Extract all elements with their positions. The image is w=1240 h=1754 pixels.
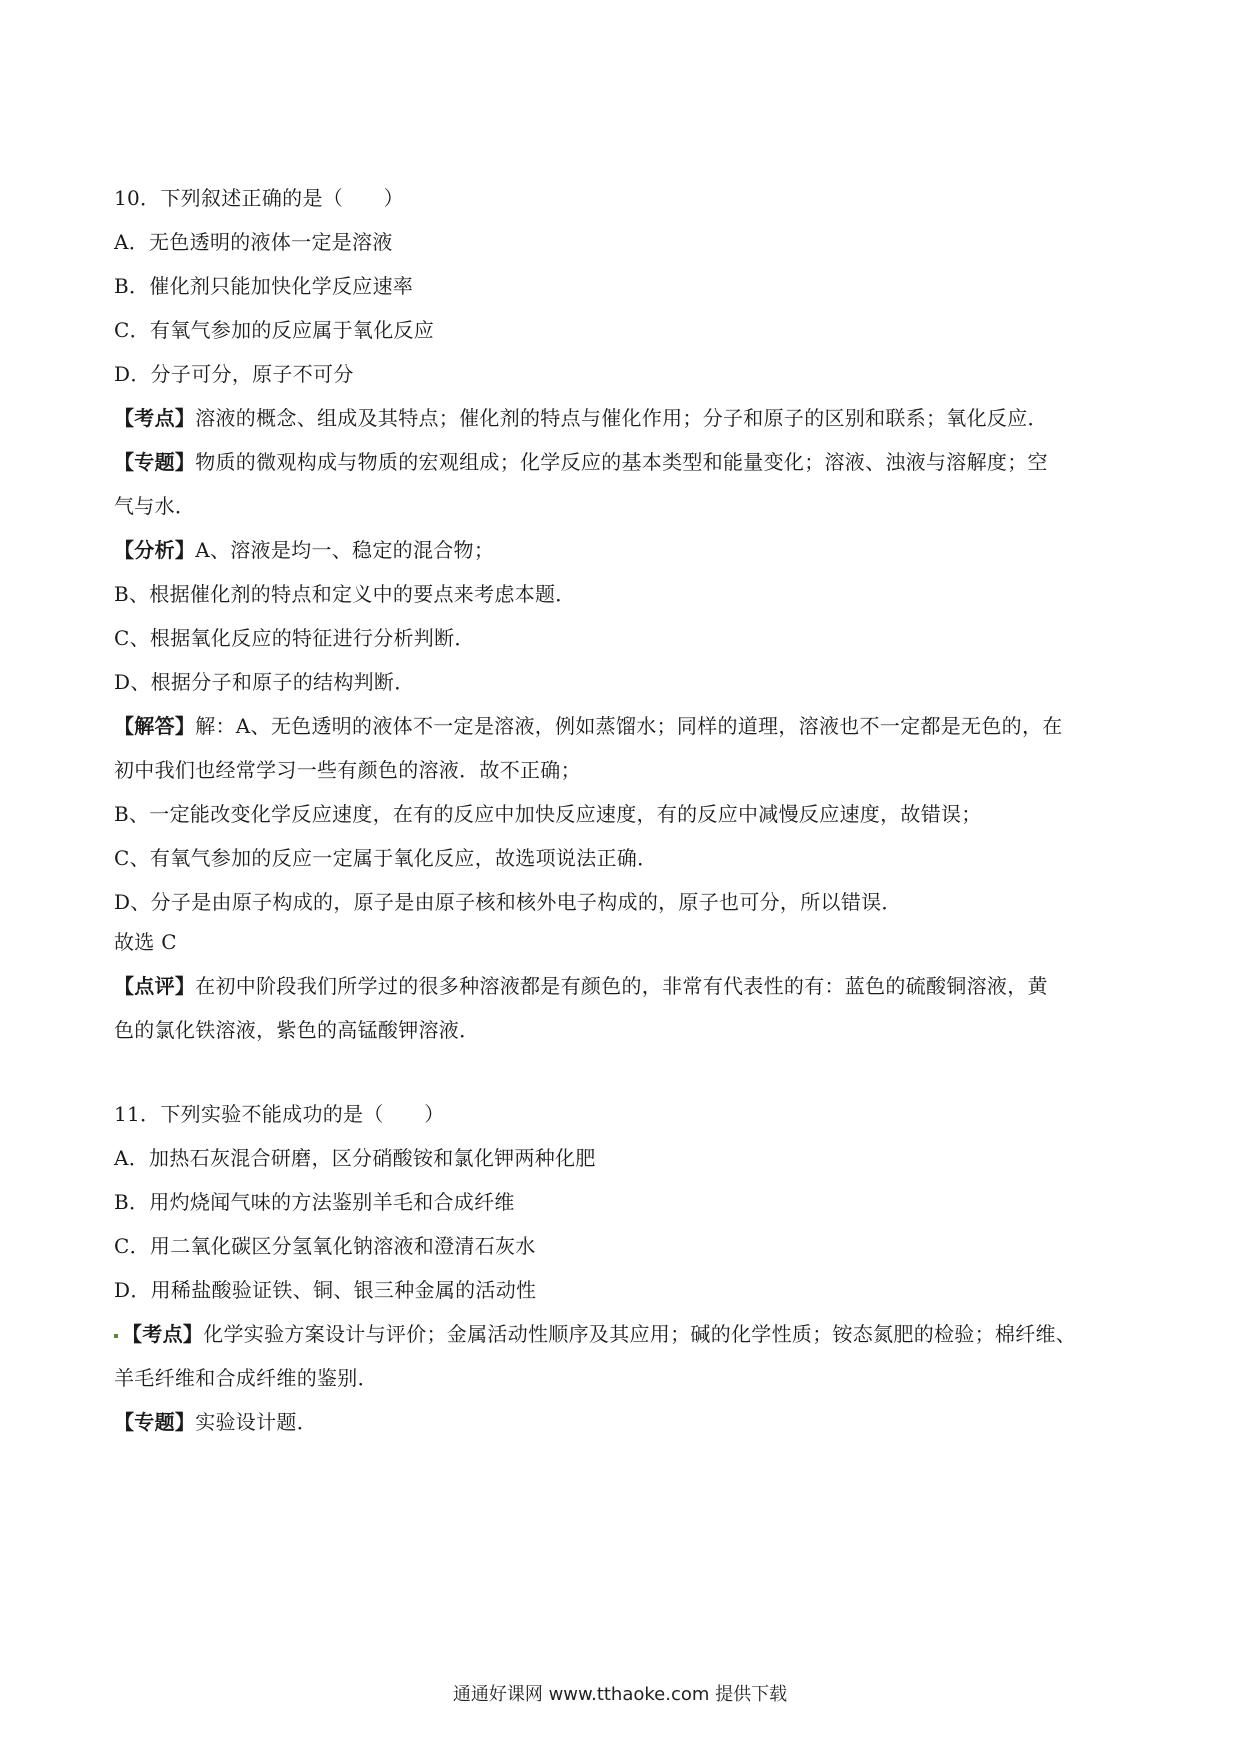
q10-jieda-3: B、一定能改变化学反应速度，在有的反应中加快反应速度，有的反应中减慢反应速度，故错误；	[114, 802, 982, 826]
dianping-tag: 【点评】	[114, 974, 196, 998]
q10-jieda-2: 初中我们也经常学习一些有颜色的溶液．故不正确；	[114, 758, 581, 782]
q10-jieda-4: C、有氧气参加的反应一定属于氧化反应，故选项说法正确．	[114, 846, 658, 870]
q10-stem: 10．下列叙述正确的是（ ）	[114, 186, 404, 210]
jieda-tag: 【解答】	[114, 714, 196, 738]
q11-option-d: D．用稀盐酸验证铁、铜、银三种金属的活动性	[114, 1278, 537, 1302]
q11-zhuanti	[114, 1408, 1130, 1436]
q10-kaodian	[114, 404, 1130, 432]
stray-mark-icon	[114, 1334, 118, 1338]
dianping-text: 在初中阶段我们所学过的很多种溶液都是有颜色的，非常有代表性的有：蓝色的硫酸铜溶液，黄	[195, 974, 1048, 998]
fenxi-tag: 【分析】	[114, 538, 196, 562]
q10-answer: 故选 C	[114, 930, 177, 954]
q10-option-b: B．催化剂只能加快化学反应速率	[114, 274, 414, 298]
q11-option-c: C．用二氧化碳区分氢氧化钠溶液和澄清石灰水	[114, 1234, 536, 1258]
fenxi-text-a: A、溶液是均一、稳定的混合物；	[195, 538, 495, 562]
q11-option-a: A．加热石灰混合研磨，区分硝酸铵和氯化钾两种化肥	[114, 1146, 596, 1170]
q10-fenxi-c: C、根据氧化反应的特征进行分析判断．	[114, 626, 475, 650]
jieda-text-1: 解：A、无色透明的液体不一定是溶液，例如蒸馏水；同样的道理，溶液也不一定都是无色的，在	[195, 714, 1063, 738]
q10-fenxi	[114, 536, 1130, 564]
q11-kaodian-cont: 羊毛纤维和合成纤维的鉴别．	[114, 1366, 378, 1390]
q11-kaodian	[114, 1320, 1130, 1348]
zhuanti-text: 物质的微观构成与物质的宏观组成；化学反应的基本类型和能量变化；溶液、浊液与溶解度；空	[195, 450, 1048, 474]
zhuanti-tag: 【专题】	[114, 1410, 196, 1434]
q10-fenxi-b: B、根据催化剂的特点和定义中的要点来考虑本题．	[114, 582, 576, 606]
kaodian-text: 溶液的概念、组成及其特点；催化剂的特点与催化作用；分子和原子的区别和联系；氧化反应．	[195, 406, 1048, 430]
q11-option-b: B．用灼烧闻气味的方法鉴别羊毛和合成纤维	[114, 1190, 515, 1214]
q10-zhuanti-cont: 气与水．	[114, 494, 196, 518]
q10-jieda-5: D、分子是由原子构成的，原子是由原子核和核外电子构成的，原子也可分，所以错误．	[114, 890, 902, 914]
q10-option-a: A．无色透明的液体一定是溶液	[114, 230, 393, 254]
zhuanti-text: 实验设计题．	[195, 1410, 318, 1434]
q10-jieda	[114, 712, 1130, 740]
kaodian-tag: 【考点】	[114, 406, 196, 430]
kaodian-tag: 【考点】	[122, 1322, 204, 1346]
page-footer: 通通好课网 www.tthaoke.com 提供下载	[452, 1684, 788, 1705]
q10-zhuanti	[114, 448, 1130, 476]
kaodian-text: 化学实验方案设计与评价；金属活动性顺序及其应用；碱的化学性质；铵态氮肥的检验；棉纤维、	[203, 1322, 1077, 1346]
q10-dianping-cont: 色的氯化铁溶液，紫色的高锰酸钾溶液．	[114, 1018, 480, 1042]
q11-stem: 11．下列实验不能成功的是（ ）	[114, 1102, 445, 1126]
q10-option-c: C．有氧气参加的反应属于氧化反应	[114, 318, 435, 342]
q10-dianping	[114, 972, 1130, 1000]
zhuanti-tag: 【专题】	[114, 450, 196, 474]
q10-fenxi-d: D、根据分子和原子的结构判断．	[114, 670, 415, 694]
q10-option-d: D．分子可分，原子不可分	[114, 362, 354, 386]
